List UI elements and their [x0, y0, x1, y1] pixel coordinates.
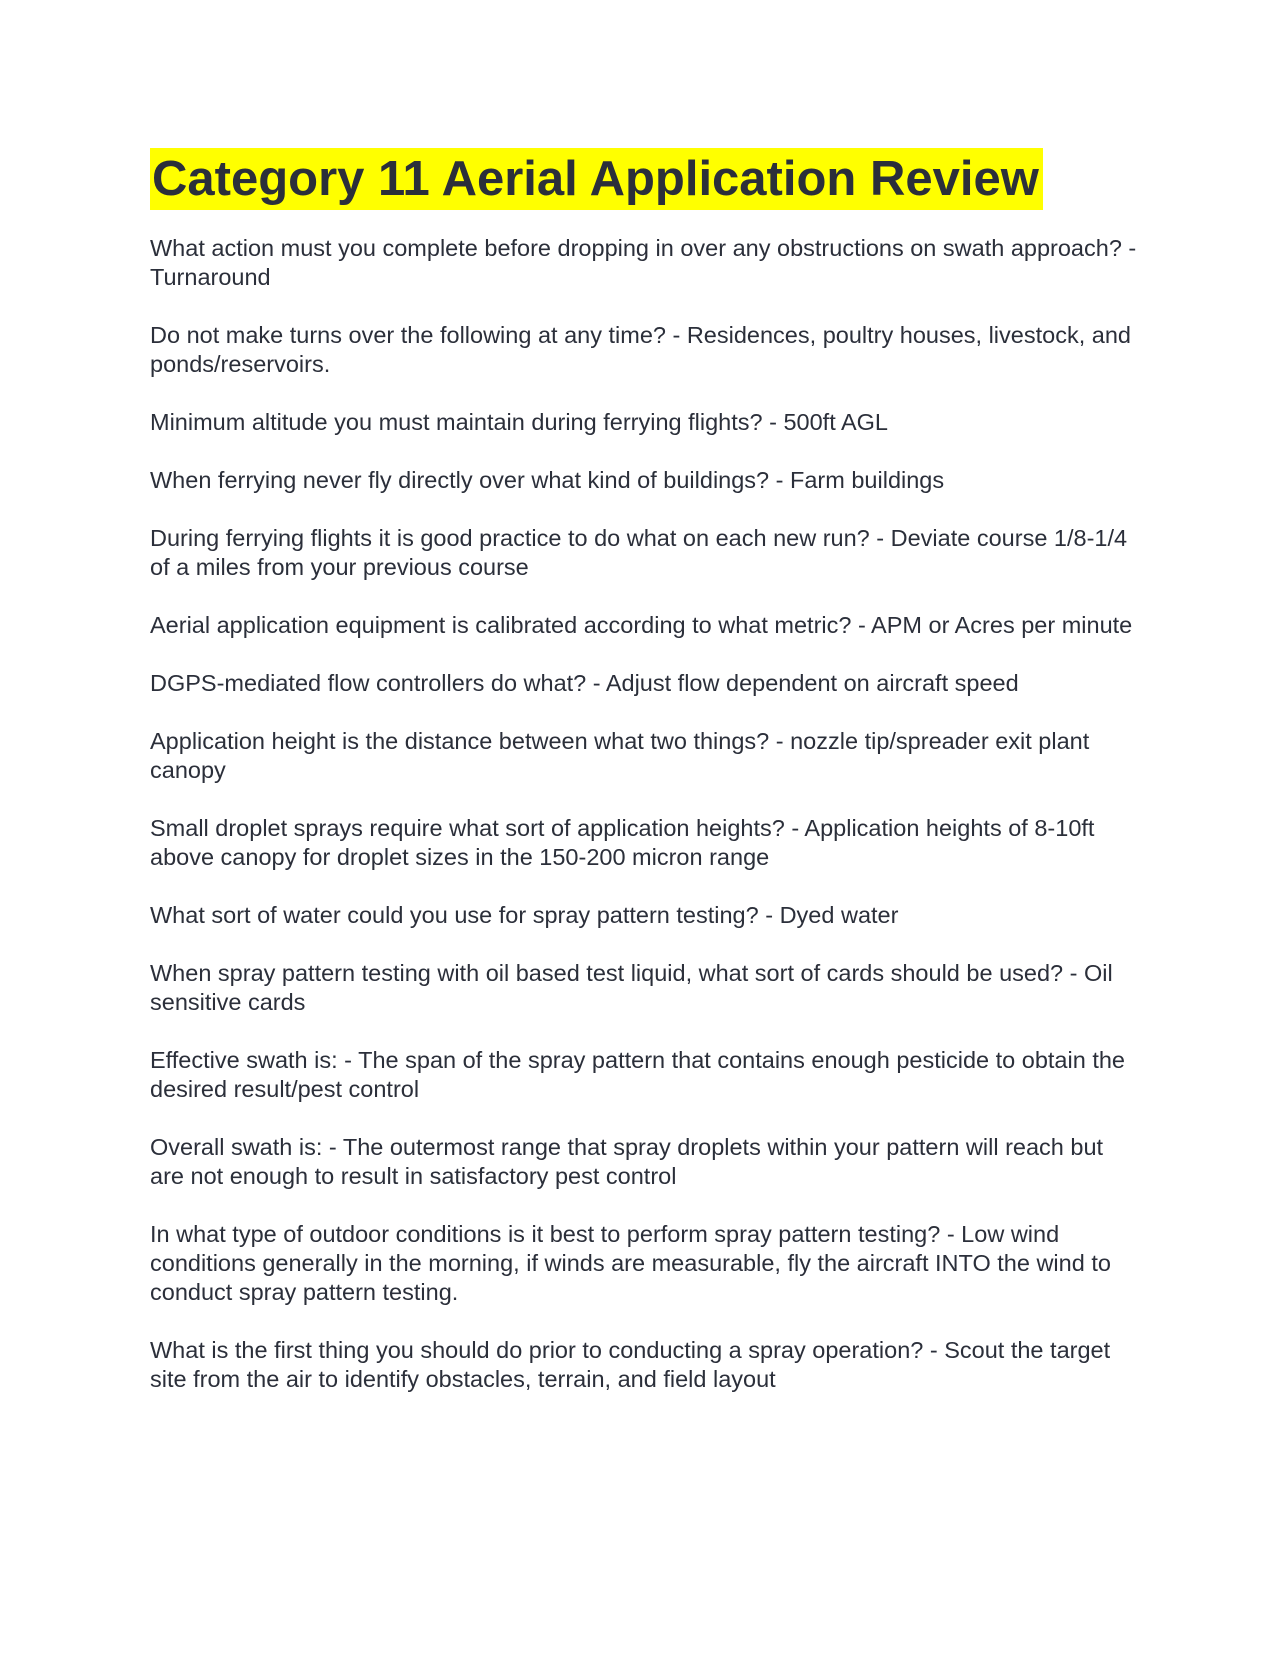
qa-list — [150, 234, 1140, 1394]
qa-item-9: Small droplet sprays require what sort of application heights? - Application heights of 8-10ft above canopy for droplet sizes in the 150-200 micron range — [150, 815, 1095, 870]
qa-item-3: Minimum altitude you must maintain during ferrying flights? - 500ft AGL — [150, 409, 888, 435]
qa-item-5: During ferrying flights it is good practice to do what on each new run? - Deviate course 1/8-1/4 of a miles from your previous course — [150, 525, 1128, 580]
qa-item-11: When spray pattern testing with oil based test liquid, what sort of cards should be used? - Oil sensitive cards — [150, 960, 1113, 1015]
qa-item-6: Aerial application equipment is calibrated according to what metric? - APM or Acres per minute — [150, 612, 1133, 638]
qa-item-10: What sort of water could you use for spray pattern testing? - Dyed water — [150, 902, 899, 928]
qa-item-14: In what type of outdoor conditions is it best to perform spray pattern testing? - Low wind conditions generally in the morning, if winds are measurable, fly the aircraft INTO the wind to conduct spray pattern testing. — [150, 1221, 1111, 1305]
qa-item-12: Effective swath is: - The span of the spray pattern that contains enough pesticide to obtain the desired result/pest control — [150, 1047, 1125, 1102]
qa-item-13: Overall swath is: - The outermost range that spray droplets within your pattern will reach but are not enough to result in satisfactory pest control — [150, 1134, 1104, 1189]
qa-item-1: What action must you complete before dropping in over any obstructions on swath approach? - Turnaround — [150, 235, 1137, 290]
page-title: Category 11 Aerial Application Review — [150, 148, 1043, 210]
document-content — [150, 148, 1140, 1423]
qa-item-8: Application height is the distance between what two things? - nozzle tip/spreader exit plant canopy — [150, 728, 1090, 783]
qa-item-7: DGPS-mediated flow controllers do what? - Adjust flow dependent on aircraft speed — [150, 670, 1019, 696]
qa-item-2: Do not make turns over the following at any time? - Residences, poultry houses, livestock, and ponds/reservoirs. — [150, 322, 1131, 377]
qa-item-15: What is the first thing you should do prior to conducting a spray operation? - Scout the target site from the air to identify obstacles, terrain, and field layout — [150, 1337, 1111, 1392]
qa-item-4: When ferrying never fly directly over what kind of buildings? - Farm buildings — [150, 467, 945, 493]
